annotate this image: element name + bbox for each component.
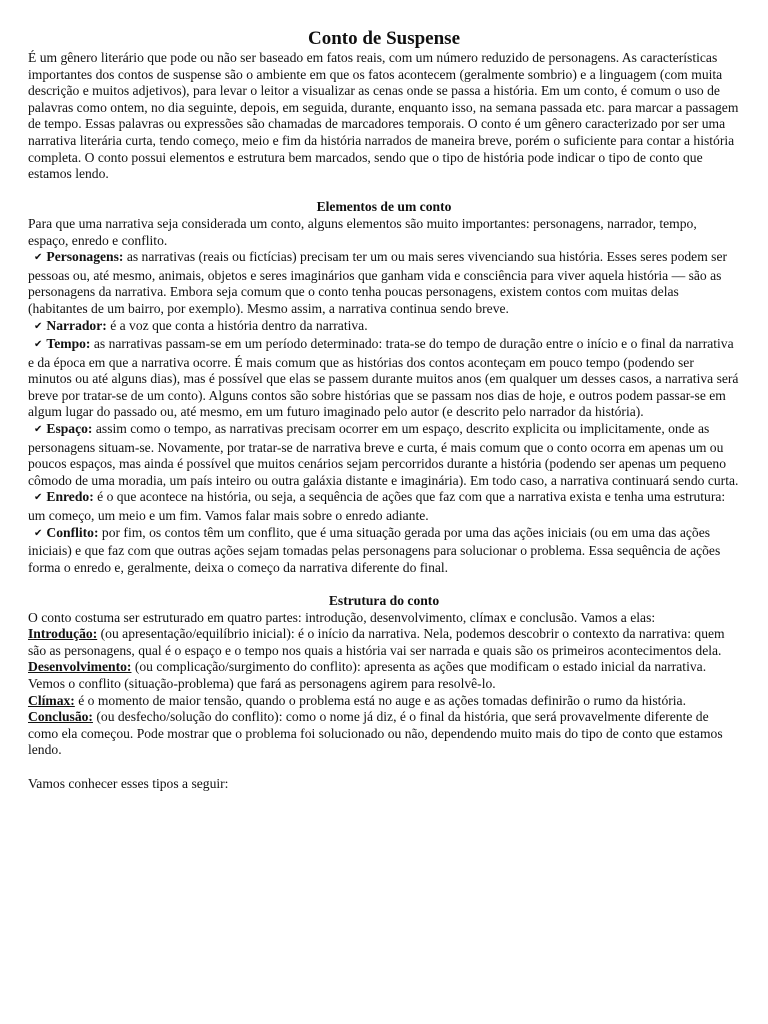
structure-term: Introdução: xyxy=(28,626,98,642)
element-text: é o que acontece na história, ou seja, a sequência de ações que faz com que a narrativa exista e tenha uma estrutura: um começo, um meio e um fim. Vamos falar mais sobre o enredo adiante. xyxy=(28,489,726,524)
structure-term: Desenvolvimento: xyxy=(28,659,132,675)
structure-text: é o momento de maior tensão, quando o problema está no auge e as ações tomadas definirão o rumo da história. xyxy=(74,692,686,708)
check-mark-icon: ✔ xyxy=(34,339,43,351)
element-term: Espaço: xyxy=(46,421,93,437)
structure-part-conclusao xyxy=(28,709,740,759)
element-item-personagens xyxy=(28,249,740,317)
spacer xyxy=(28,759,740,776)
element-text: as narrativas passam-se em um período determinado: trata-se do tempo de duração entre o início e o final da narrativa e da época em que a narrativa ocorre. É mais comum que as histórias dos contos aconteçam em pouco tempo (podendo ser minutos ou até alguns dias), mas é possível que elas se passem durante muitos anos (em qualquer um desses casos, a narrativa será breve por tratar-se de um conto). Alguns contos são sobre histórias que se passam nos dias de hoje, e outros podem passar-se em algum lugar do passado ou, até mesmo, em um futuro imaginado pelo autor (e descrito pelo narrador da história). xyxy=(28,336,739,420)
element-text: assim como o tempo, as narrativas precisam ocorrer em um espaço, descrito explicita ou implicitamente, onde as personagens situam-se. Novamente, por tratar-se de narrativa breve e curta, é mais comum que o conto ocorra em apenas um ou poucos espaços, mas ainda é possível que muitos cenários sejam percorridos durante a história (podendo ser apenas um pequeno cômodo de uma moradia, um país inteiro ou outra galáxia distante e imaginária). Em todo caso, a narrativa continuará sendo curta. xyxy=(28,421,739,488)
section-heading-structure: Estrutura do conto xyxy=(328,593,440,608)
structure-part-climax xyxy=(28,693,740,710)
check-mark-icon: ✔ xyxy=(34,252,43,264)
element-term: Enredo: xyxy=(46,489,94,505)
structure-term: Conclusão: xyxy=(28,709,93,725)
element-text: por fim, os contos têm um conflito, que é uma situação gerada por uma das ações iniciais (ou em uma das ações iniciais) e que faz com que outras ações sejam tomadas pelas personagens para solucionar o problema. Essa sequência de ações forma o enredo e, geralmente, deixa o começo da narrativa diferente do final. xyxy=(28,524,721,575)
spacer xyxy=(28,183,740,200)
closing-paragraph: Vamos conhecer esses tipos a seguir: xyxy=(28,775,229,791)
intro-paragraph: É um gênero literário que pode ou não ser baseado em fatos reais, com um número reduzido de personagens. As características importantes dos contos de suspense são o ambiente em que os fatos acontecem (geralmente sombrio) e a linguagem (com muita descrição e muitos adjetivos), para levar o leitor a visualizar as cenas onde se passa a história. Em um conto, é comum o uso de palavras como ontem, no dia seguinte, depois, em seguida, durante, enquanto isso, na semana passada etc. para marcar a passagem de tempo. Essas palavras ou expressões são chamadas de marcadores temporais. O conto é um gênero caracterizado por ser uma narrativa literária curta, tendo começo, meio e fim da história narrados de maneira breve, porém o suficiente para contar a história completa. O conto possui elementos e estrutura bem marcados, sendo que o tipo de história pode indicar o tipo de conto que estamos lendo. xyxy=(28,50,739,182)
element-term: Personagens: xyxy=(46,249,124,265)
structure-part-desenvolvimento xyxy=(28,659,740,692)
spacer xyxy=(28,576,740,593)
element-item-tempo xyxy=(28,336,740,421)
section-heading-elements: Elementos de um conto xyxy=(316,199,452,215)
structure-term: Clímax: xyxy=(28,692,75,708)
document-title: Conto de Suspense xyxy=(307,28,461,49)
structure-text: (ou apresentação/equilíbrio inicial): é o início da narrativa. Nela, podemos descobrir o contexto da narrativa: quem são as personagens, qual é o espaço e o tempo nos quais a história vai ser narrada e quais são os primeiros acontecimentos dela. xyxy=(28,626,725,658)
check-mark-icon: ✔ xyxy=(34,527,43,539)
check-mark-icon: ✔ xyxy=(34,492,43,504)
element-term: Conflito: xyxy=(46,524,99,540)
elements-lead-paragraph: Para que uma narrativa seja considerada um conto, alguns elementos são muito importantes: personagens, narrador, tempo, espaço, enredo e conflito. xyxy=(28,215,697,248)
check-mark-icon: ✔ xyxy=(34,320,43,332)
element-term: Narrador: xyxy=(46,317,107,333)
structure-lead-paragraph: O conto costuma ser estruturado em quatro partes: introdução, desenvolvimento, clímax e conclusão. Vamos a elas: xyxy=(28,609,656,625)
structure-text: (ou desfecho/solução do conflito): como o nome já diz, é o final da história, que será provavelmente diferente de como ela começou. Pode mostrar que o problema foi solucionado ou não, dependendo muito mais do tipo de conto que estamos lendo. xyxy=(28,709,723,758)
element-item-enredo xyxy=(28,489,740,524)
element-item-narrador xyxy=(28,318,740,337)
element-item-espaco xyxy=(28,421,740,489)
element-text: é a voz que conta a história dentro da narrativa. xyxy=(106,317,368,333)
structure-part-introducao xyxy=(28,626,740,659)
element-term: Tempo: xyxy=(46,336,91,352)
element-item-conflito xyxy=(28,525,740,577)
element-text: as narrativas (reais ou fictícias) precisam ter um ou mais seres vivenciando sua história. Esses seres podem ser pessoas ou, até mesmo, animais, objetos e seres imaginários que ganham vida e consciência para viver aquela história — são as personagens da narrativa. Embora seja comum que o conto tenha poucas personagens, existem contos com muitas delas (habitantes de um bairro, por exemplo). Mesmo assim, a narrativa continua sendo breve. xyxy=(28,249,728,316)
check-mark-icon: ✔ xyxy=(34,424,43,436)
structure-text: (ou complicação/surgimento do conflito): apresenta as ações que modificam o estado inicial da narrativa. Vemos o conflito (situação-problema) que fará as personagens agirem para resolvê-lo. xyxy=(28,659,707,691)
